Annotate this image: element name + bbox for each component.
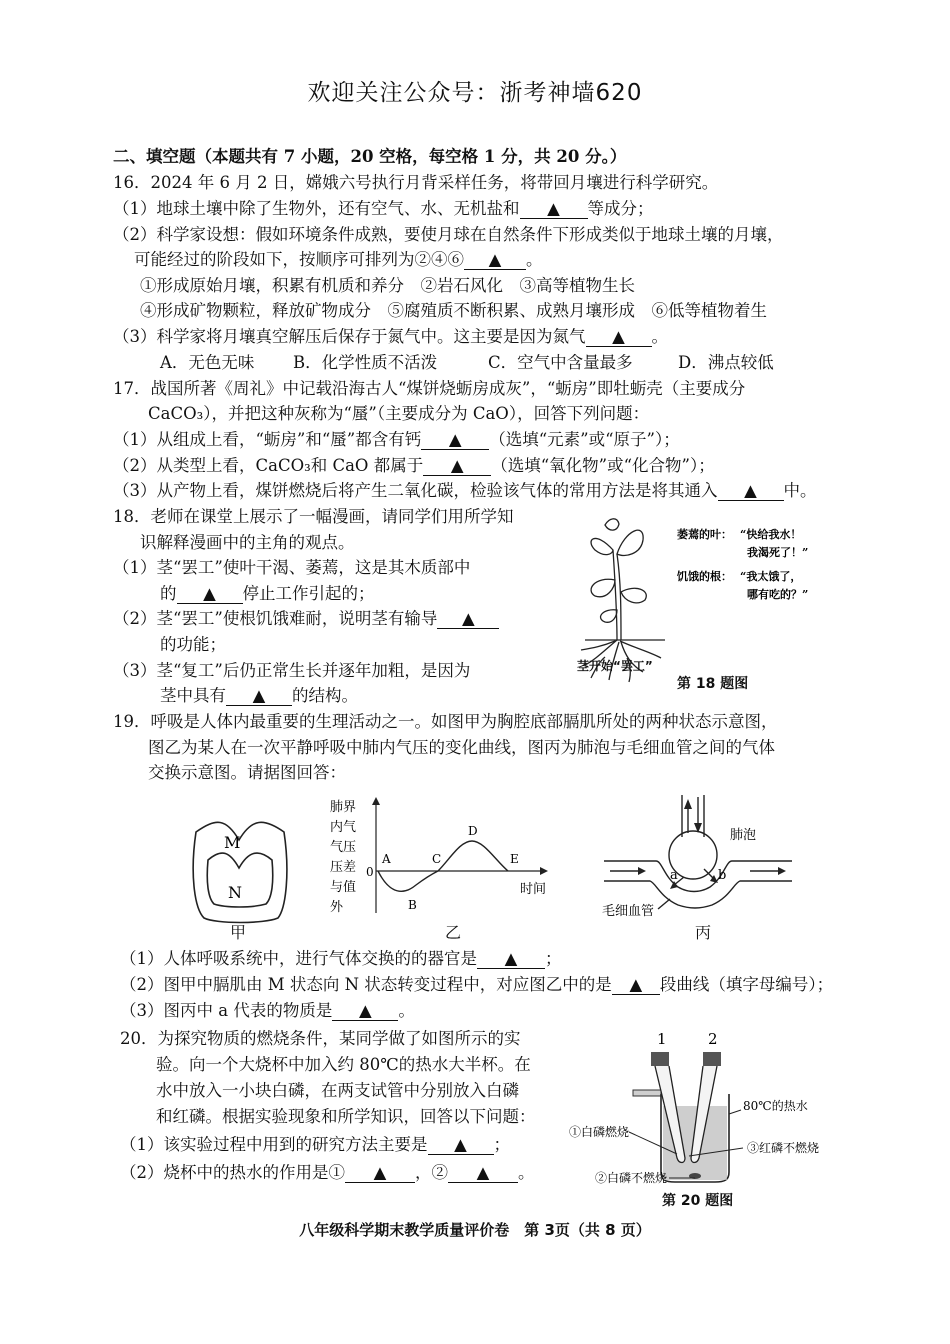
caption-bing: 丙	[695, 923, 712, 942]
cartoon-caption: 茎开始“罢工”	[577, 659, 653, 673]
answer-blank[interactable]: ▲	[612, 976, 660, 995]
q19-line1: 19．呼吸是人体内最重要的生理活动之一。如图甲为胸腔底部膈肌所处的两种状态示意图，	[113, 712, 778, 731]
answer-blank[interactable]: ▲	[421, 431, 489, 450]
label-n: N	[228, 883, 242, 902]
tube2-stopper	[703, 1052, 721, 1066]
beaker-spout	[633, 1090, 661, 1096]
answer-blank[interactable]: ▲	[718, 482, 784, 501]
q18-line1: 18．老师在课堂上展示了一幅漫画，请同学们用所学知	[113, 507, 514, 526]
label-1: ①白磷燃烧	[569, 1125, 630, 1139]
ylabel-6: 外	[330, 900, 344, 915]
capillary-pointer	[658, 899, 670, 909]
alveolus-label: 肺泡	[730, 828, 757, 843]
q16-options-row2: ④形成矿物颗粒，释放矿物成分 ⑤腐殖质不断积累、成熟月壤形成 ⑥低等植物着生	[140, 301, 767, 320]
q16-choice-c: C．空气中含量最多	[488, 353, 633, 372]
q19-part2: （2）图甲中膈肌由 M 状态向 N 状态转变过程中，对应图乙中的是 ▲ 段曲线（填字母编号）；	[120, 975, 834, 994]
answer-blank[interactable]: ▲	[428, 1136, 494, 1155]
flow-left-head	[638, 867, 646, 875]
section-title: 二、填空题（本题共有 7 小题，20 空格，每空格 1 分，共 20 分。）	[113, 147, 627, 166]
cartoon-root-speech-2: 哪有吃的？”	[747, 588, 809, 601]
q19-line3: 交换示意图。请据图回答：	[148, 763, 346, 782]
q18-part2-line2: 的功能；	[160, 635, 226, 654]
caption-jia: 甲	[230, 923, 247, 942]
answer-blank[interactable]: ▲	[226, 687, 292, 706]
point-c: C	[432, 852, 442, 866]
q19-figure-yi	[320, 795, 560, 925]
ylabel-5: 与值	[330, 880, 357, 895]
caption-yi: 乙	[445, 923, 462, 942]
cartoon-leaf-speech-1: “快给我水！	[740, 528, 802, 541]
xlabel: 时间	[520, 882, 547, 897]
label-b: b	[718, 868, 727, 883]
q18-part1-line2: 的 ▲ 停止工作引起的；	[160, 584, 375, 603]
answer-blank[interactable]: ▲	[177, 585, 243, 604]
point-a: A	[382, 852, 391, 866]
q16-choice-b: B．化学性质不活泼	[293, 353, 438, 372]
x-axis-arrow	[540, 867, 548, 875]
cartoon-leaf-speech-2: 我渴死了！”	[747, 546, 809, 559]
cartoon-root-speech-1: “我太饿了，	[740, 570, 802, 583]
tube1-stopper	[651, 1052, 669, 1066]
label-a: a	[670, 868, 678, 883]
point-b: B	[408, 898, 417, 912]
point-d: D	[468, 824, 478, 838]
q19-line2: 图乙为某人在一次平静呼吸中肺内气压的变化曲线，图丙为肺泡与毛细血管之间的气体	[148, 738, 775, 757]
water-pointer	[729, 1110, 741, 1114]
arrow-up-head	[684, 799, 692, 809]
cartoon-leaf-label: 萎蔫的叶：	[677, 528, 732, 541]
q16-options-row1: ①形成原始月壤，积累有机质和养分 ②岩石风化 ③高等植物生长	[140, 276, 635, 295]
origin-label: 0	[366, 865, 374, 879]
y-axis-arrow	[372, 797, 380, 805]
q19-part1: （1）人体呼吸系统中，进行气体交换的的器官是 ▲ ；	[120, 949, 562, 968]
q17-part3: （3）从产物上看，煤饼燃烧后将产生二氧化碳，检验该气体的常用方法是将其通入 ▲ 中。	[113, 481, 817, 500]
ylabel-2: 内气	[330, 820, 357, 835]
answer-blank[interactable]: ▲	[464, 251, 526, 270]
tube2-label: 2	[708, 1030, 718, 1048]
capillary-label: 毛细血管	[602, 904, 655, 919]
q16-choice-a: A．无色无味	[160, 353, 255, 372]
answer-blank[interactable]: ▲	[520, 200, 588, 219]
answer-blank[interactable]: ▲	[345, 1164, 415, 1183]
ylabel-4: 压差	[330, 860, 357, 875]
answer-blank[interactable]: ▲	[423, 457, 491, 476]
q17-part1: （1）从组成上看，“蛎房”和“蜃”都含有钙 ▲ （选填“元素”或“原子”）；	[113, 430, 680, 449]
q18-part3-line1: （3）茎“复工”后仍正常生长并逐年加粗，是因为	[113, 661, 471, 680]
q18-part3-line2: 茎中具有 ▲ 的结构。	[160, 686, 358, 705]
page-footer: 八年级科学期末教学质量评价卷 第 3页（共 8 页）	[299, 1221, 651, 1239]
answer-blank[interactable]: ▲	[477, 950, 545, 969]
q18-figure-caption: 第 18 题图	[677, 676, 749, 692]
q20-part2: （2）烧杯中的热水的作用是① ▲ ，② ▲ 。	[120, 1163, 535, 1182]
q20-line1: 20．为探究物质的燃烧条件，某同学做了如图所示的实	[120, 1029, 521, 1048]
answer-blank[interactable]: ▲	[448, 1164, 518, 1183]
flow-right-head	[778, 867, 786, 875]
q16-part1: （1）地球土壤中除了生物外，还有空气、水、无机盐和 ▲ 等成分；	[113, 199, 654, 218]
q19-part3: （3）图丙中 a 代表的物质是 ▲ 。	[120, 1001, 415, 1020]
q16-part2-line2: 可能经过的阶段如下，按顺序可排列为②④⑥ ▲ 。	[134, 250, 543, 269]
q20-part1: （1）该实验过程中用到的研究方法主要是 ▲ ；	[120, 1135, 510, 1154]
pressure-curve	[378, 841, 508, 891]
q18-part1-line1: （1）茎“罢工”使叶干渴、萎蔫，这是其木质部中	[113, 558, 471, 577]
q18-line2: 识解释漫画中的主角的观点。	[140, 533, 355, 552]
q20-figure-caption: 第 20 题图	[662, 1193, 734, 1209]
answer-blank[interactable]: ▲	[437, 610, 499, 629]
q16-part2-line1: （2）科学家设想：假如环境条件成熟，要使月球在自然条件下形成类似于地球土壤的月壤，	[113, 225, 784, 244]
q20-line4: 和红磷。根据实验现象和所学知识，回答以下问题：	[156, 1107, 536, 1126]
ylabel-3: 气压	[330, 840, 357, 855]
q18-part2-line1: （2）茎“罢工”使根饥饿难耐，说明茎有输导 ▲	[113, 608, 499, 630]
q17-line1: 17．战国所著《周礼》中记载沿海古人“煤饼烧蛎房成灰”，“蛎房”即牡蛎壳（主要成分	[113, 379, 746, 398]
q16-stem: 16．2024 年 6 月 2 日，嫦娥六号执行月背采样任务，将带回月壤进行科学研究。	[113, 173, 719, 192]
q16-choice-d: D．沸点较低	[678, 353, 774, 372]
water-label: 80℃的热水	[743, 1099, 808, 1113]
q17-line2: CaCO₃），并把这种灰称为“蜃”（主要成分为 CaO），回答下列问题：	[148, 404, 650, 423]
q16-part3: （3）科学家将月壤真空解压后保存于氮气中。这主要是因为氮气 ▲ 。	[113, 327, 668, 346]
label-2: ②白磷不燃烧	[595, 1171, 668, 1185]
q20-figure	[565, 1030, 845, 1190]
capillary-top	[604, 861, 792, 892]
ylabel-1: 肺界	[330, 800, 357, 815]
point-e: E	[510, 852, 519, 866]
label-m: M	[224, 833, 241, 852]
q20-line3: 水中放入一小块白磷，在两支试管中分别放入白磷	[156, 1081, 519, 1100]
tube1-label: 1	[657, 1030, 667, 1048]
cartoon-root-label: 饥饿的根：	[677, 570, 732, 583]
page-header: 欢迎关注公众号：浙考神墙620	[307, 80, 643, 106]
q20-line2: 验。向一个大烧杯中加入约 80℃的热水大半杯。在	[156, 1055, 531, 1074]
label-3: ③红磷不燃烧	[747, 1141, 820, 1155]
q19-figure-bing	[600, 785, 805, 920]
answer-blank[interactable]: ▲	[332, 1002, 398, 1021]
answer-blank[interactable]: ▲	[586, 328, 652, 347]
q17-part2: （2）从类型上看，CaCO₃和 CaO 都属于 ▲ （选填“氧化物”或“化合物”）；	[113, 456, 715, 475]
